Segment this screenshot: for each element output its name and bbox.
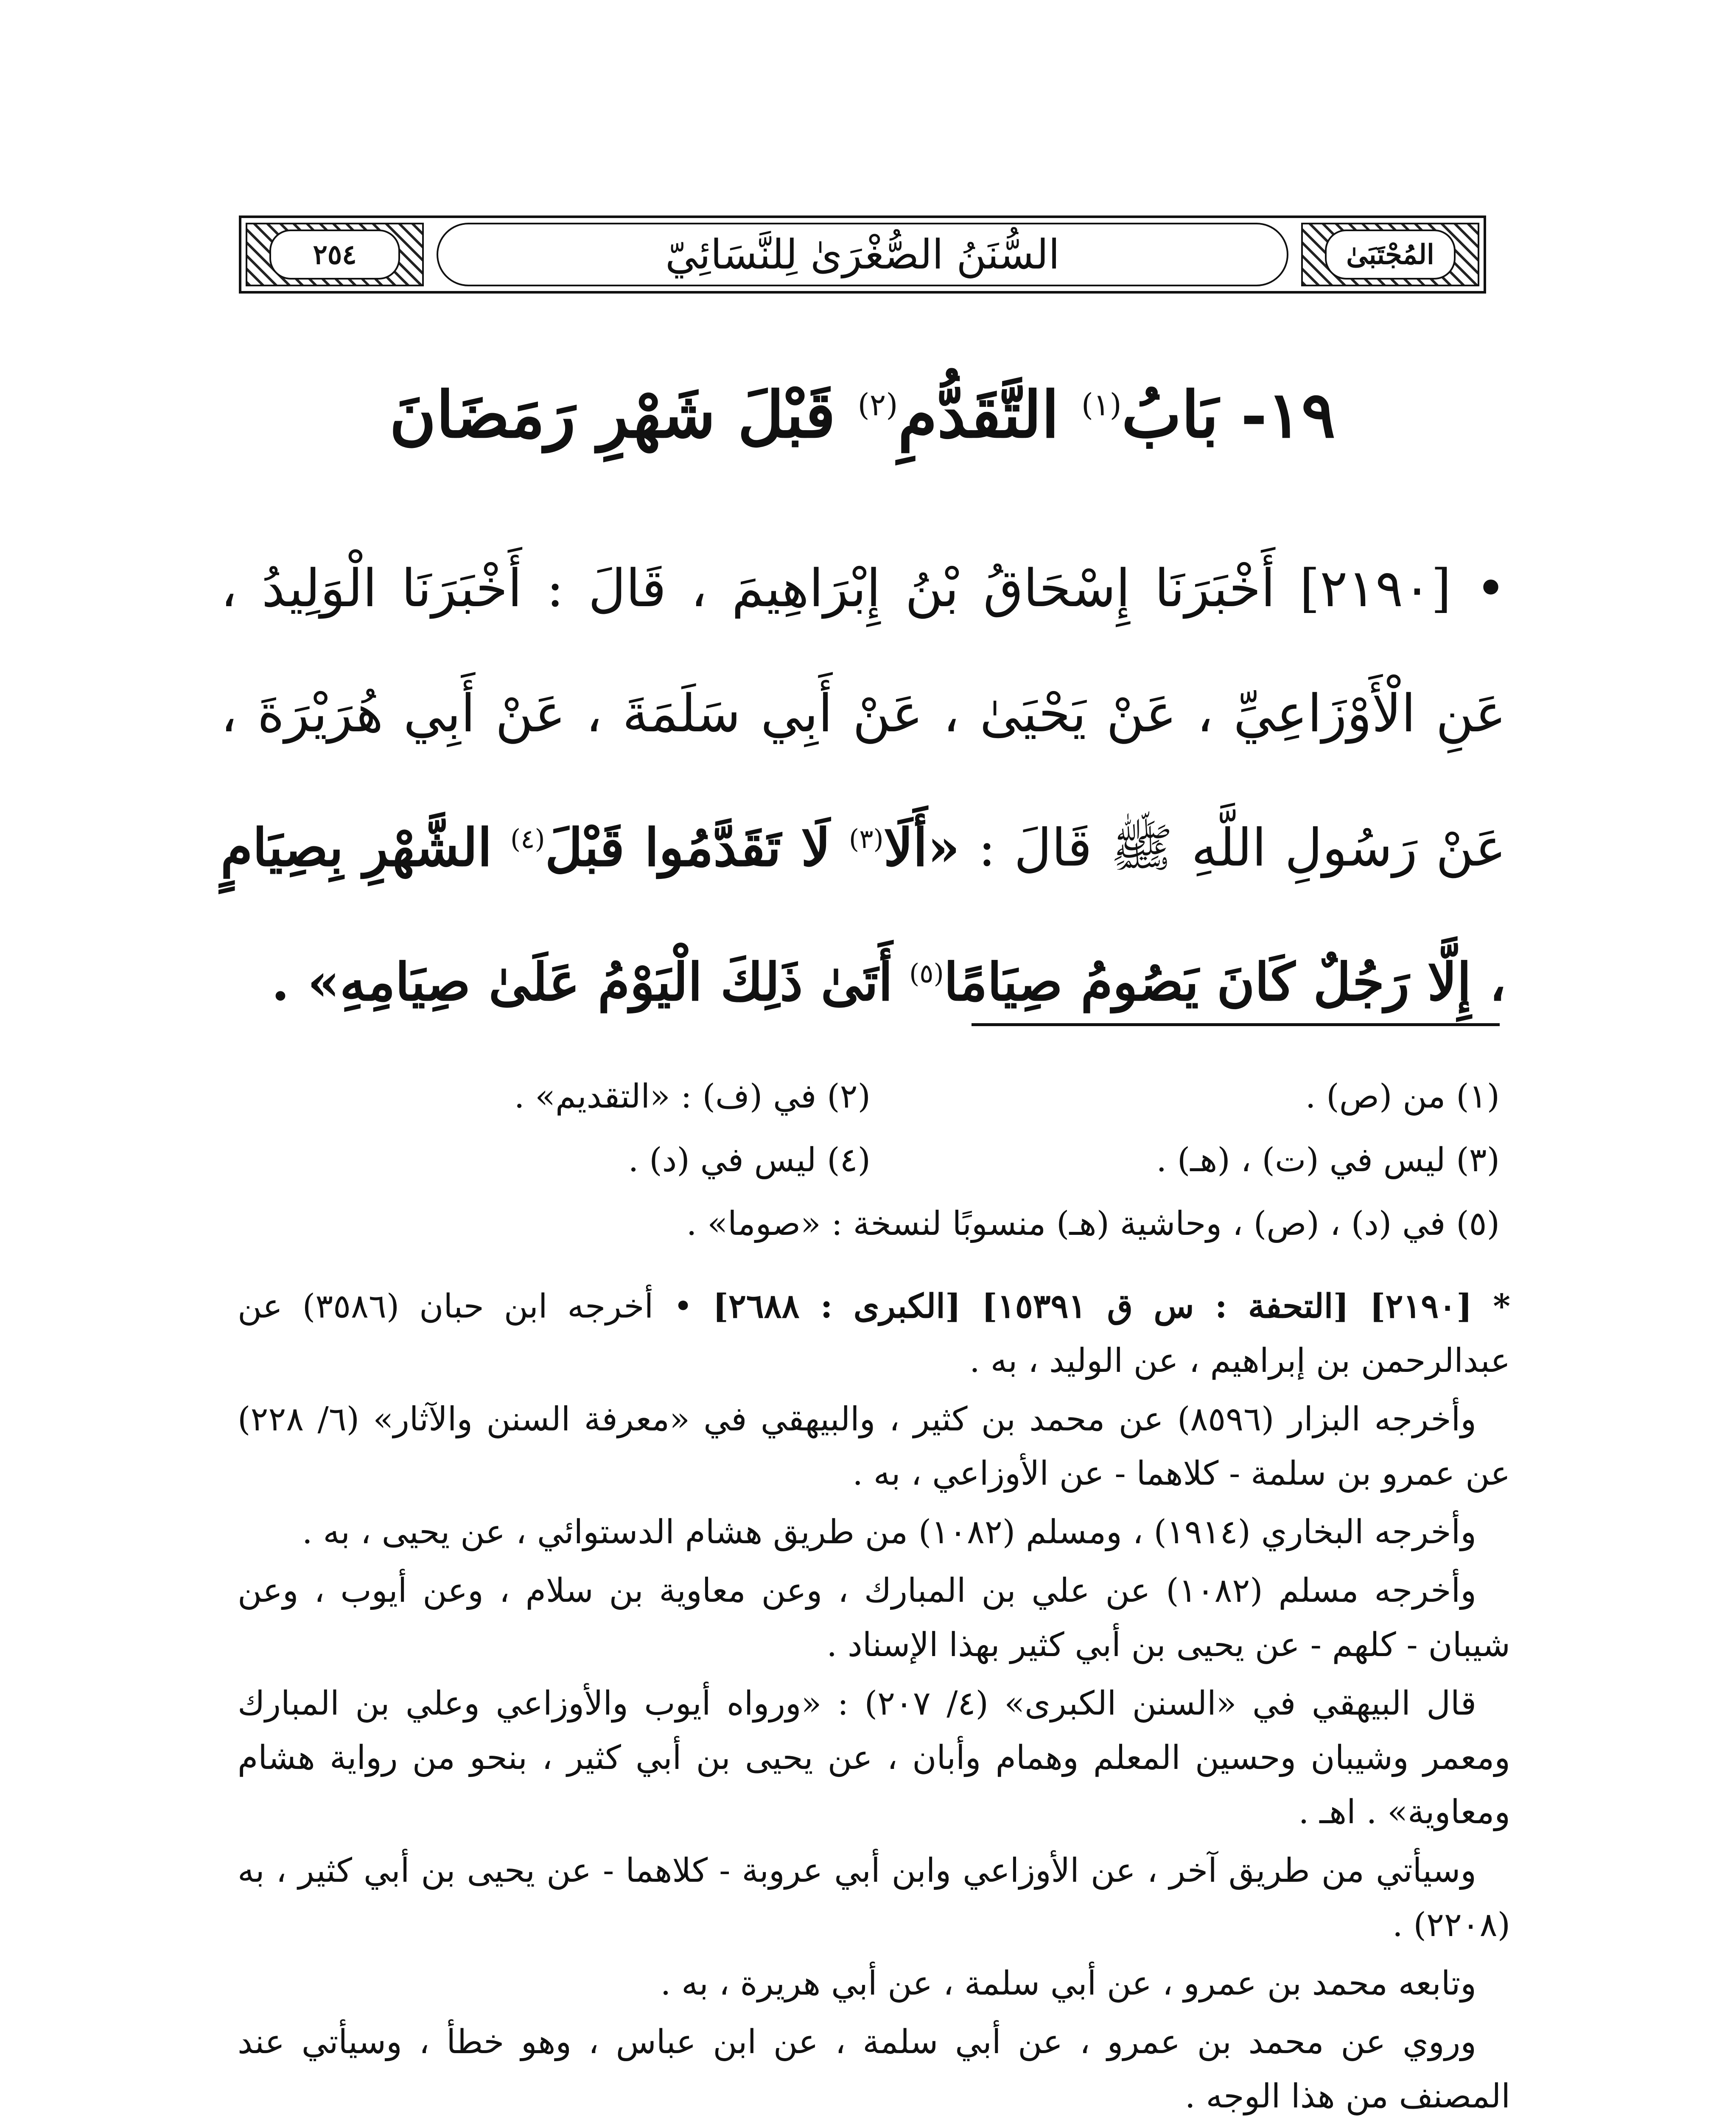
- chapter-heading: [239, 378, 1486, 452]
- hadith-matn-3: الشَّهْرِ بِصِيَامٍ ، إِلَّا رَجُلٌ كَانَ يَصُومُ صِيَامًا: [221, 817, 1506, 1013]
- hadith-isnad: أَخْبَرَنَا إِسْحَاقُ بْنُ إِبْرَاهِيمَ ، قَالَ : أَخْبَرَنَا الْوَلِيدُ ، عَنِ الْأَوْزَاعِيِّ ، عَنْ يَحْيَىٰ ، عَنْ أَبِي سَلَمَةَ ، عَنْ أَبِي هُرَيْرَةَ ، عَنْ رَسُولِ اللَّهِ ﷺ قَالَ :: [221, 558, 1506, 878]
- takhrij-p4: وأخرجه مسلم (١٠٨٢) عن علي بن المبارك ، وعن معاوية بن سلام ، وعن أيوب ، وعن شيبان - كلهم - عن يحيى بن أبي كثير بهذا الإسناد .: [238, 1572, 1510, 1664]
- takhrij-p1: • أخرجه ابن حبان (٣٥٨٦) عن عبدالرحمن بن إبراهيم ، عن الوليد ، به .: [238, 1287, 1510, 1380]
- takhrij-p5: قال البيهقي في «السنن الكبرى» (٤/ ٢٠٧) : «ورواه أيوب والأوزاعي وعلي بن المبارك ومعمر وشيبان وحسين المعلم وهمام وأبان ، عن يحيى بن أبي كثير ، بنحو من رواية هشام ومعاوية» . اهـ .: [238, 1684, 1510, 1831]
- takhrij-p6: وسيأتي من طريق آخر ، عن الأوزاعي وابن أبي عروبة - كلاهما - عن يحيى بن أبي كثير ، به (٢٢٠٨) .: [238, 1852, 1510, 1944]
- footnote-ref-2: (٢): [857, 387, 898, 423]
- running-header: [239, 215, 1486, 294]
- footnote-2: (٢) في (ف) : «التقديم» .: [514, 1077, 871, 1116]
- hadith-matn-1: «أَلَا: [883, 817, 960, 878]
- hadith-matn-2: لَا تَقَدَّمُوا قَبْلَ: [545, 817, 831, 878]
- chapter-rest: قَبْلَ شَهْرِ رَمَضَانَ: [389, 378, 836, 452]
- takhrij-notes: [238, 1279, 1510, 2121]
- footnote-divider: [972, 1023, 1500, 1026]
- chapter-word-bab: بَابُ: [1121, 378, 1219, 452]
- takhrij-p2: وأخرجه البزار (٨٥٩٦) عن محمد بن كثير ، والبيهقي في «معرفة السنن والآثار» (٦/ ٢٢٨) عن عمرو بن سلمة - كلاهما - عن الأوزاعي ، به .: [238, 1400, 1510, 1493]
- footnote-ref-4: (٤): [510, 823, 545, 854]
- footnote-1: (١) من (ص) .: [1305, 1077, 1500, 1116]
- footnote-ref-1: (١): [1081, 387, 1122, 423]
- takhrij-p8: وروي عن محمد بن عمرو ، عن أبي سلمة ، عن ابن عباس ، وهو خطأ ، وسيأتي عند المصنف من هذا الوجه .: [238, 2023, 1510, 2115]
- takhrij-lead: * [٢١٩٠] [التحفة : س ق ١٥٣٩١] [الكبرى : ٢٦٨٨]: [713, 1287, 1510, 1326]
- footnote-ref-3: (٣): [849, 823, 884, 854]
- footnote-ref-5: (٥): [909, 957, 944, 989]
- hadith-text: [221, 526, 1506, 1045]
- book-title: السُّنَنُ الصُّغْرَىٰ لِلنَّسَائِيّ: [437, 223, 1288, 286]
- chapter-word-taqaddum: التَّقَدُّمِ: [898, 378, 1059, 452]
- book-name-ornament: [1301, 223, 1479, 286]
- takhrij-p7: وتابعه محمد بن عمرو ، عن أبي سلمة ، عن أبي هريرة ، به .: [660, 1964, 1476, 2003]
- footnote-3: (٣) ليس في (ت) ، (هـ) .: [1156, 1141, 1500, 1179]
- hadith-matn-4: أَتَىٰ ذَلِكَ الْيَوْمُ عَلَىٰ صِيَامِهِ» .: [271, 951, 893, 1013]
- chapter-number: ١٩-: [1240, 378, 1336, 452]
- page-number: ٢٥٤: [269, 229, 400, 280]
- hadith-number: • [٢١٩٠]: [1299, 558, 1506, 618]
- page-number-ornament: [246, 223, 424, 286]
- footnote-5: (٥) في (د) ، (ص) ، وحاشية (هـ) منسوبًا لنسخة : «صوما» .: [686, 1205, 1500, 1243]
- takhrij-p3: وأخرجه البخاري (١٩١٤) ، ومسلم (١٠٨٢) من طريق هشام الدستوائي ، عن يحيى ، به .: [302, 1513, 1476, 1551]
- takhrij-lead-paragraph: [238, 1279, 1510, 1388]
- footnote-4: (٤) ليس في (د) .: [628, 1141, 871, 1179]
- book-name-label: المُجْتَبَىٰ: [1325, 229, 1456, 280]
